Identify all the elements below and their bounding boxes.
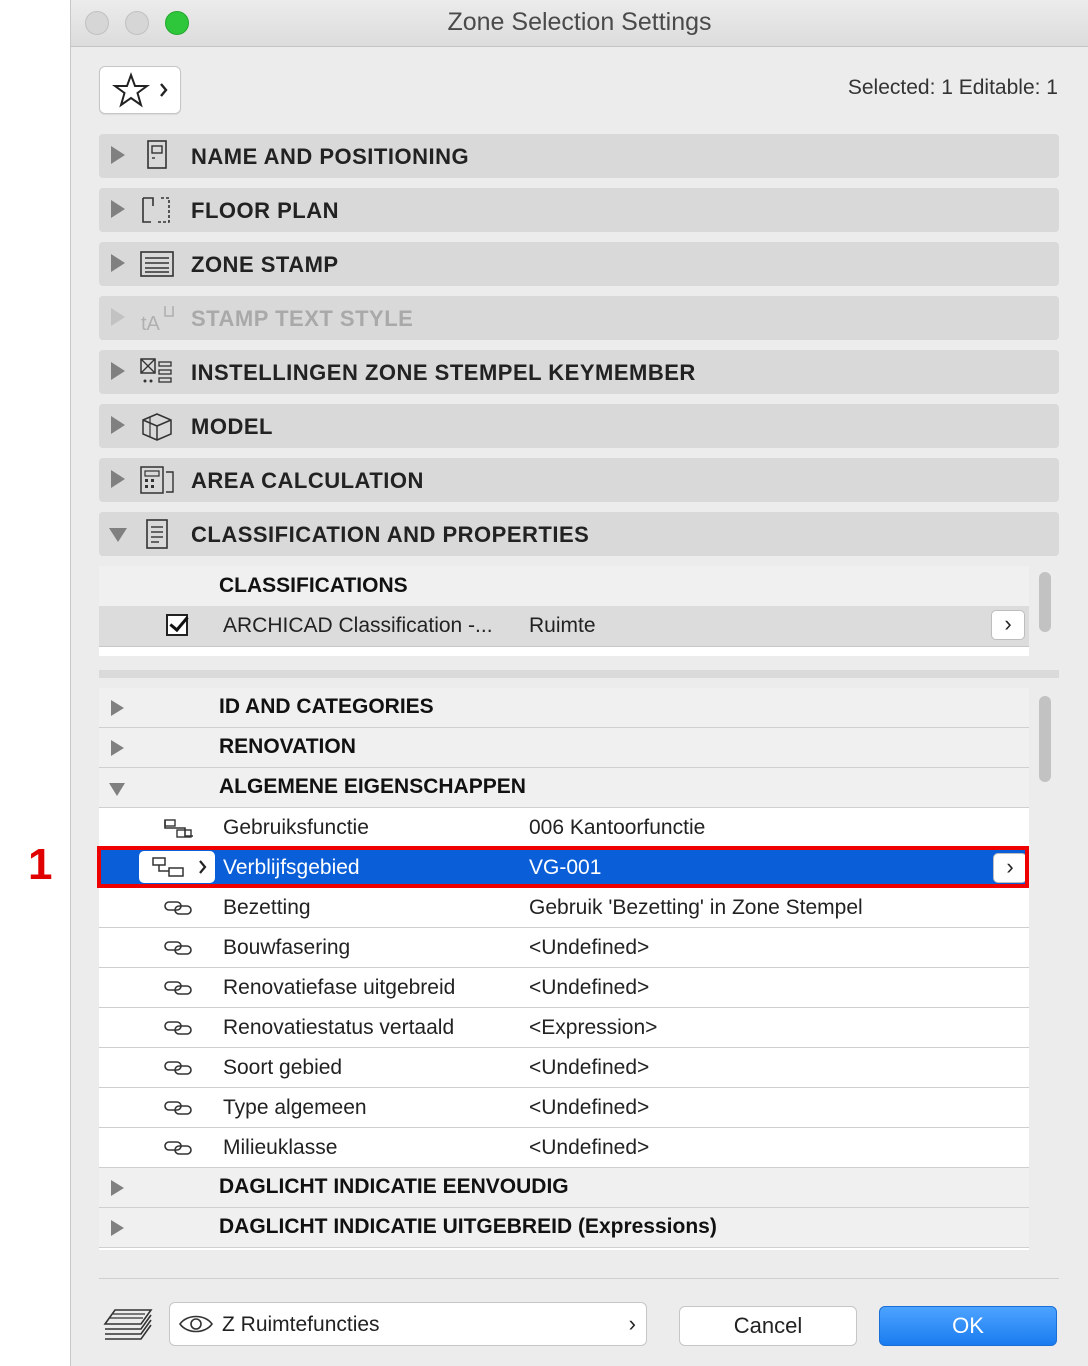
classifications-list (99, 566, 1029, 656)
footer-divider (99, 1278, 1059, 1279)
star-icon (100, 67, 180, 113)
property-value[interactable]: Gebruik 'Bezetting' in Zone Stempel (529, 896, 863, 919)
properties-list (99, 688, 1029, 1250)
panel-floor-plan[interactable] (99, 188, 1059, 232)
disclosure-triangle-icon (111, 740, 124, 756)
linked-property-icon (163, 1098, 195, 1118)
property-name: Renovatiestatus vertaald (223, 1016, 455, 1039)
panel-zone-stamp[interactable] (99, 242, 1059, 286)
ok-button[interactable]: OK (879, 1306, 1057, 1346)
panel-area-calculation[interactable] (99, 458, 1059, 502)
panel-classification-and-properties[interactable] (99, 512, 1059, 556)
property-name: Type algemeen (223, 1096, 367, 1119)
text-style-icon (139, 302, 175, 334)
linked-property-icon (163, 1058, 195, 1078)
group-label: ALGEMENE EIGENSCHAPPEN (219, 775, 526, 798)
custom-property-icon (163, 818, 195, 838)
disclosure-triangle-icon (111, 470, 125, 488)
classification-row[interactable] (99, 606, 1029, 647)
group-label: DAGLICHT INDICATIE UITGEBREID (Expressions) (219, 1215, 717, 1238)
group-label: RENOVATION (219, 735, 356, 758)
property-name: Bouwfasering (223, 936, 351, 959)
classification-checkbox[interactable] (166, 614, 188, 636)
svg-text:tA: tA (141, 313, 160, 334)
disclosure-triangle-icon (109, 528, 127, 542)
property-name: Milieuklasse (223, 1136, 338, 1159)
title-bar (71, 0, 1088, 47)
name-positioning-icon (139, 140, 175, 172)
panel-label: NAME AND POSITIONING (191, 144, 470, 169)
property-name: Verblijfsgebied (223, 856, 360, 879)
model-icon (139, 410, 175, 442)
keymember-settings-icon (139, 356, 175, 388)
property-group-daglicht-uitgebreid[interactable] (99, 1208, 1029, 1248)
property-name: Renovatiefase uitgebreid (223, 976, 456, 999)
disclosure-triangle-icon (111, 254, 125, 272)
property-value[interactable]: <Undefined> (529, 936, 650, 959)
classification-chevron-button[interactable]: › (991, 610, 1025, 640)
group-label: ID AND CATEGORIES (219, 695, 434, 718)
panel-label: MODEL (191, 414, 273, 439)
cancel-button[interactable]: Cancel (679, 1306, 857, 1346)
property-row[interactable] (99, 1048, 1029, 1088)
classifications-scrollbar[interactable] (1039, 572, 1051, 632)
chevron-right-icon: › (628, 1311, 636, 1336)
property-row[interactable] (99, 928, 1029, 968)
panel-model[interactable] (99, 404, 1059, 448)
panel-label: FLOOR PLAN (191, 198, 339, 223)
linked-property-icon (163, 938, 195, 958)
view-favorites-label: Z Ruimtefuncties (222, 1313, 380, 1336)
zone-stamp-icon (139, 248, 175, 280)
disclosure-triangle-icon (111, 308, 125, 326)
disclosure-triangle-icon (111, 362, 125, 380)
window-title: Zone Selection Settings (447, 8, 712, 36)
property-value[interactable]: <Undefined> (529, 1136, 650, 1159)
classifications-header (99, 566, 1029, 606)
view-favorites-selector[interactable] (169, 1302, 647, 1346)
property-name: Gebruiksfunctie (223, 816, 369, 839)
settings-dialog (70, 0, 1088, 1366)
highlight-frame (97, 846, 1029, 888)
property-value[interactable]: <Expression> (529, 1016, 658, 1039)
panel-label: STAMP TEXT STYLE (191, 306, 414, 331)
panel-label: AREA CALCULATION (191, 468, 424, 493)
linked-property-icon (163, 898, 195, 918)
property-value[interactable]: VG-001 (529, 856, 602, 879)
disclosure-triangle-icon (111, 200, 125, 218)
linked-property-icon (163, 978, 195, 998)
property-row[interactable] (99, 1128, 1029, 1168)
property-row[interactable] (99, 888, 1029, 928)
panel-label: INSTELLINGEN ZONE STEMPEL KEYMEMBER (191, 360, 696, 385)
layers-icon[interactable] (101, 1304, 153, 1344)
property-value[interactable]: 006 Kantoorfunctie (529, 816, 706, 839)
panel-stamp-text-style (99, 296, 1059, 340)
property-name: Bezetting (223, 896, 311, 919)
properties-scrollbar[interactable] (1039, 696, 1051, 782)
property-group-daglicht-eenvoudig[interactable] (99, 1168, 1029, 1208)
classification-value: Ruimte (529, 614, 596, 637)
area-calculation-icon (139, 464, 175, 496)
property-row[interactable] (99, 808, 1029, 848)
property-row[interactable] (99, 1088, 1029, 1128)
classifications-title: CLASSIFICATIONS (219, 574, 408, 597)
disclosure-triangle-icon (111, 700, 124, 716)
disclosure-triangle-icon (109, 783, 125, 796)
disclosure-triangle-icon (111, 146, 125, 164)
disclosure-triangle-icon (111, 416, 125, 434)
property-row[interactable] (99, 968, 1029, 1008)
classification-name: ARCHICAD Classification -... (223, 614, 493, 637)
annotation-number: 1 (28, 840, 53, 889)
eye-icon (178, 1311, 214, 1337)
linked-property-icon (163, 1138, 195, 1158)
property-name: Soort gebied (223, 1056, 343, 1079)
favorites-button[interactable] (99, 66, 181, 114)
linked-property-icon (163, 1018, 195, 1038)
property-value[interactable]: <Undefined> (529, 1096, 650, 1119)
property-group-id-and-categories[interactable] (99, 688, 1029, 728)
property-value[interactable]: <Undefined> (529, 976, 650, 999)
selection-info: Selected: 1 Editable: 1 (847, 76, 1058, 99)
panel-label: ZONE STAMP (191, 252, 339, 277)
disclosure-triangle-icon (111, 1220, 124, 1236)
panel-name-and-positioning[interactable] (99, 134, 1059, 178)
panel-instellingen-zone-stempel[interactable] (99, 350, 1059, 394)
panel-label: CLASSIFICATION AND PROPERTIES (191, 522, 590, 547)
property-chevron-button[interactable]: › (993, 853, 1027, 883)
property-group-renovation[interactable] (99, 728, 1029, 768)
splitter-handle[interactable] (99, 670, 1059, 678)
disclosure-triangle-icon (111, 1180, 124, 1196)
property-group-algemene-eigenschappen[interactable] (99, 768, 1029, 808)
property-value[interactable]: <Undefined> (529, 1056, 650, 1079)
classification-icon (139, 518, 175, 550)
group-label: DAGLICHT INDICATIE EENVOUDIG (219, 1175, 569, 1198)
floor-plan-icon (139, 194, 175, 226)
property-row[interactable] (99, 1008, 1029, 1048)
